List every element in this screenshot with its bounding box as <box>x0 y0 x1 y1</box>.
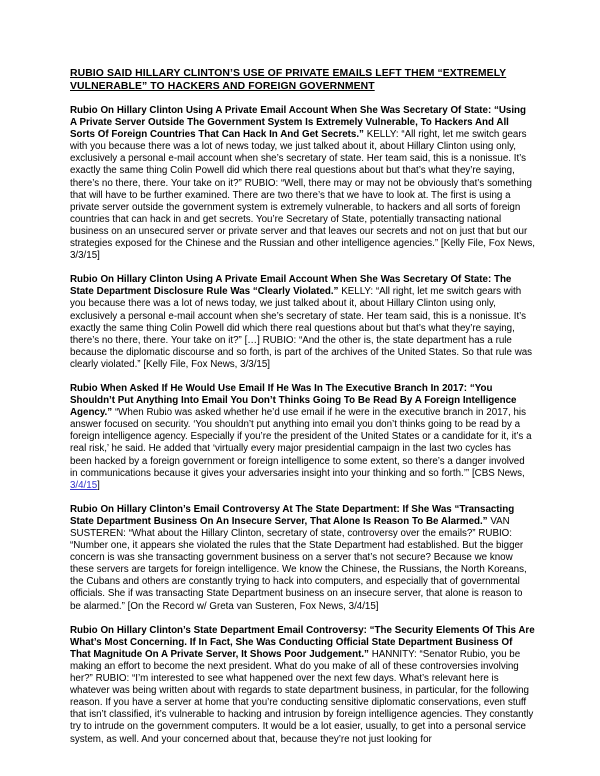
document-page <box>70 67 535 746</box>
paragraph-3-cite-suffix: ] <box>97 479 100 491</box>
paragraph-2-lead: Rubio On Hillary Clinton Using A Private Email Account When She Was Secretary Of State: The State Department Disclosure Rule Was “Clearly Violated.” <box>70 274 512 298</box>
paragraph-4 <box>70 504 535 613</box>
paragraph-1-lead: Rubio On Hillary Clinton Using A Private Email Account When She Was Secretary Of State: “Using A Private Server Outside The Government System Is Extremely Vulnerable, To Hackers And All Sorts Of Foreign Countries That Can Hack In And Get Secrets.” <box>70 105 526 141</box>
document-heading: RUBIO SAID HILLARY CLINTON’S USE OF PRIVATE EMAILS LEFT THEM “EXTREMELY VULNERABLE” TO HACKERS AND FOREIGN GOVERNMENT <box>70 68 507 92</box>
paragraph-3-cite-prefix: [CBS News, <box>471 467 525 479</box>
paragraph-3-lead: Rubio When Asked If He Would Use Email If He Was In The Executive Branch In 2017: “You Shouldn’t Put Anything Into Email You Don’t Thinks Going To Be Read By A Foreign Intelligence Agency.” <box>70 382 517 419</box>
paragraph-3 <box>70 383 535 492</box>
paragraph-2 <box>70 274 535 371</box>
paragraph-1-body: KELLY: “All right, let me switch gears with you because there was a lot of news today, we just talked about it, about Hillary Clinton using only, exclusively a personal e-mail account when she’s secretary of state. Her team said, this is a nonissue. It’s exactly the same thing Colin Powell did which there real questions about but that’s what they’re saying, there’s no there, there. Your take on it?” RUBIO: “Well, there may or may not be obviously that’s something that will have to be further examined. There are two there’s that we have to look at. The first is using a private server outside the government system is extremely vulnerable, to hackers and all sorts of foreign countries that can hack in and get secrets. You’re Secretary of State, potentially transacting national business on an unsecured server or private server and that leaves our secrets and not on just that but our strategies exposed for the Chinese and the Russian and other intelligence agencies.” [Kelly File, Fox News, 3/3/15] <box>70 129 535 262</box>
paragraph-4-lead: Rubio On Hillary Clinton’s Email Controversy At The State Department: If She Was “Transacting State Department Business On An Insecure Server, That Alone Is Reason To Be Alarmed.” <box>70 503 515 527</box>
paragraph-1 <box>70 105 535 262</box>
paragraph-4-body: VAN SUSTEREN: “What about the Hillary Clinton, secretary of state, controversy over the emails?” RUBIO: “Number one, it appears she violated the rules that the State Department had established. But the bigger concern is was she transacting government business on a server that’s not secure? Because we know these servers are targets for foreign intelligence. We know the Chinese, the Russians, the North Koreans, the Cubans and others are constantly trying to hack into computers, and especially that of governmental officials. She if was transacting State Department business on an insecure server, that alone is reason to be alarmed.” [On the Record w/ Greta van Susteren, Fox News, 3/4/15] <box>70 515 527 612</box>
paragraph-2-body: KELLY: “All right, let me switch gears with you because there was a lot of news today, we just talked about it, about Hillary Clinton using only, exclusively a personal e-mail account when she’s secretary of state. Her team said, this is a nonissue. It’s exactly the same thing Colin Powell did which there real questions about but that’s what they’re saying, there’s no there, there. Your take on it?” […] RUBIO: “And the other is, the state department has a rule because the diplomatic discourse and so forth, is part of the archives of the United States. So that rule was clearly violated.” [Kelly File, Fox News, 3/3/15] <box>70 286 533 370</box>
paragraph-5-lead: Rubio On Hillary Clinton’s State Department Email Controversy: “The Security Elements Of This Are What’s Most Concerning. If In Fact, She Was Conducting Official State Department Business Of That Magnitude On A Private Server, It Shows Poor Judgement.” <box>70 624 535 660</box>
paragraph-5-body: HANNITY: “Senator Rubio, you be making an effort to become the next president. What do you make of all of these controversies involving her?” RUBIO: “I’m interested to see what happened over the next few days. What’s relevant here is whatever was being written about with regards to state department business, in particular, for the following reason. If you have a server at home that you’re conducting sensitive diplomatic conservations, even stuff that isn’t classified, it’s vulnerable to hacking and intrusion by foreign intelligence agencies. They constantly try to intrude on the government computers. It would be a lot easier, usually, to get into a personal service system, as well. And your concerned about that, because they’re not just looking for <box>70 648 534 745</box>
paragraph-5 <box>70 625 535 746</box>
paragraph-3-body: “When Rubio was asked whether he’d use email if he were in the executive branch in 2017, his answer focused on security. ‘You shouldn’t put anything into email you don’t thinks going to be read by a foreign intelligence agency. Especially if you’re the president of the United States or a candidate for it, it’s a real risk,’ he said. He added that ‘virtually every major presidential campaign in the last two cycles has been hacked by a foreign government or foreign intelligence to some extent, so there’s a danger involved in communications because it gives your adversaries insight into your thinking and so forth.’” <box>70 407 532 479</box>
cbs-news-date-link[interactable]: 3/4/15 <box>70 479 98 491</box>
